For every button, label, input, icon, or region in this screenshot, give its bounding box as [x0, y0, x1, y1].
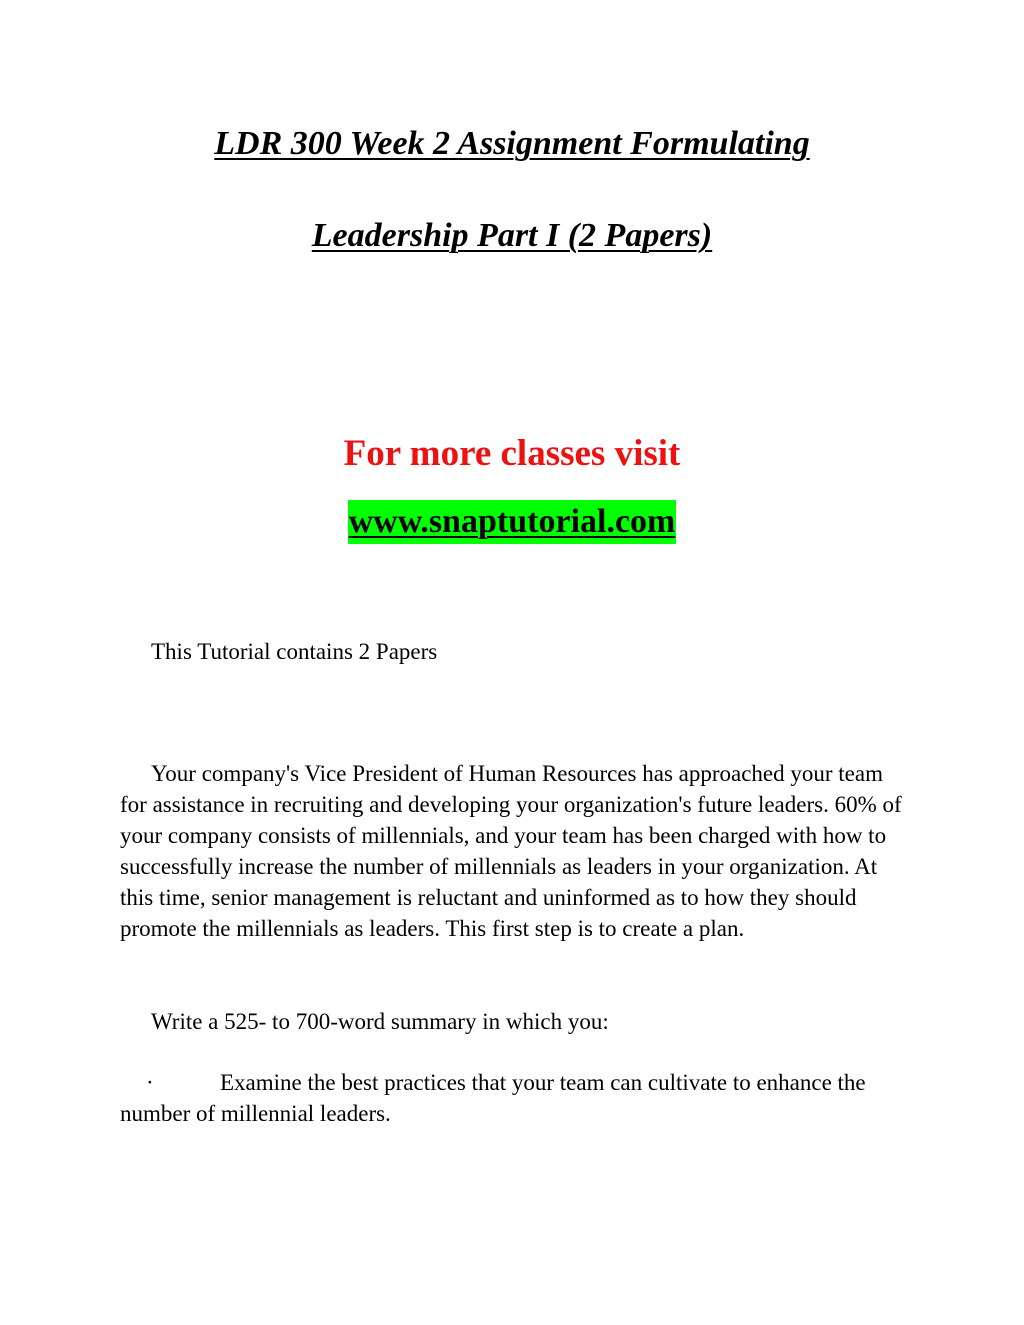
intro-paragraph: This Tutorial contains 2 Papers [151, 639, 438, 664]
bullet-text: Examine the best practices that your team can cultivate to enhance the number of millennial leaders. [120, 1070, 866, 1126]
promo-text: For more classes visit [343, 433, 681, 474]
bullet-marker: · [146, 1070, 154, 1095]
body-paragraph: Your company's Vice President of Human Resources has approached your team for assistance in recruiting and developing your organization's future leaders. 60% of your company consists of millennials, and your team has been charged with how to successfully increase the number of millennials as leaders in your organization. At this time, senior management is reluctant and uninformed as to how they should promote the millennials as leaders. This first step is to create a plan. [120, 761, 902, 941]
bullet-item [120, 1067, 910, 1129]
site-link[interactable]: www.snaptutorial.com [348, 500, 677, 544]
site-link-container [0, 500, 1024, 544]
instruction-paragraph: Write a 525- to 700-word summary in which you: [151, 1009, 609, 1034]
document-title-line-2: Leadership Part I (2 Papers) [311, 217, 713, 254]
document-title-line-1: LDR 300 Week 2 Assignment Formulating [214, 125, 810, 162]
